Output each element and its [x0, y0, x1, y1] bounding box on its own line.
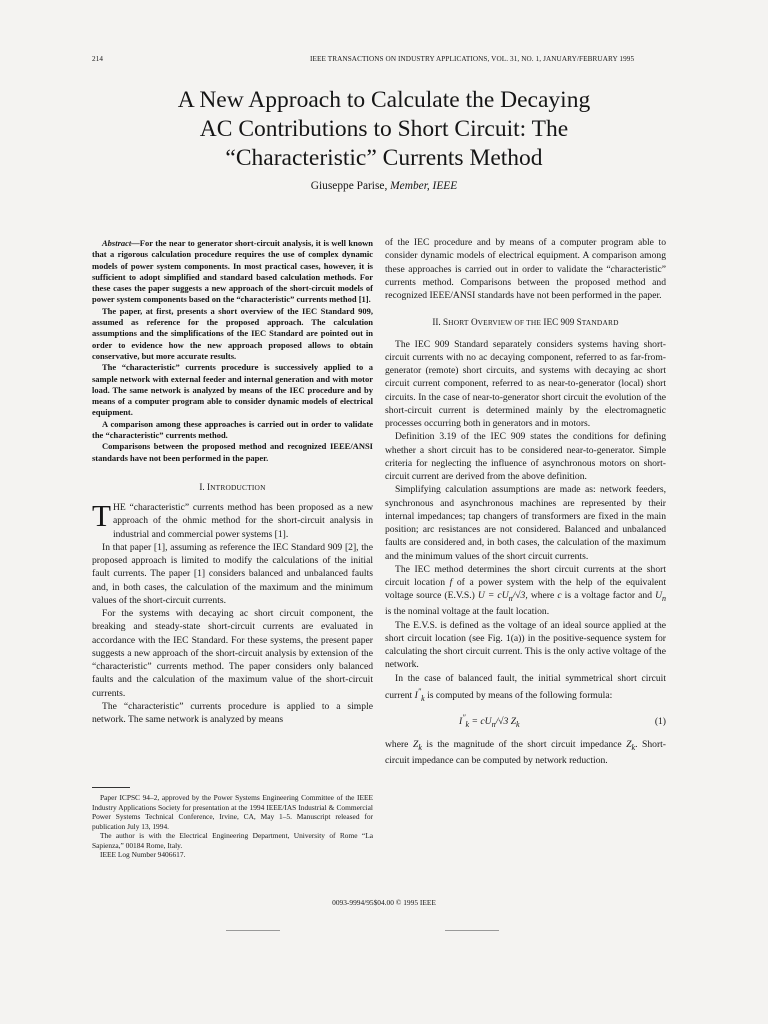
- section-heading-iec909: II. SHORT OVERVIEW OF THE IEC 909 STANDARD: [432, 317, 619, 328]
- journal-header: IEEE TRANSACTIONS ON INDUSTRY APPLICATIONS, VOL. 31, NO. 1, JANUARY/FEBRUARY 1995: [310, 55, 635, 63]
- section-heading-introduction: I. INTRODUCTION: [199, 481, 266, 492]
- abstract-label: Abstract—: [102, 238, 140, 248]
- abstract-p1: For the near to generator short-circuit analysis, it is well known that a rigorous calculation procedure requires the use of complex dynamic models of power system components. In most practical cases, however, it is sufficient to adopt simplified and standard based calculation methods. For these cases the paper suggests a new approach of the short-circuit models of power system components based on the “characteristic” currents method [1].: [92, 238, 373, 305]
- footnote-block: [92, 787, 373, 860]
- author-name: Giuseppe Parise,: [310, 180, 388, 192]
- right-p3: Simplifying calculation assumptions are made as: network feeders, synchronous and asynchronous machines are represented by their internal impedances; tap changers of transformers are fixed in the main position; arc resistances are not considered. Balanced and unbalanced faults are considered and, in both cases, the calculation of the maximum and the minimum values of the short circuit currents.: [385, 484, 666, 562]
- abstract-p2: The paper, at first, presents a short overview of the IEC Standard 909, assumed as reference for the proposed approach. The calculation assumptions and the simplifications of the IEC Standard are pointed out in order to evidence how the new approach proposed allows to obtain conservative, but more accurate results.: [92, 305, 373, 361]
- right-p4: The IEC method determines the short circuit currents at the short circuit location f of a power system with the help of the equivalent voltage source (E.V.S.) $U = cU_n/√3$, where c is a voltage factor and $U_n$ is the nominal voltage at the fault location.: [385, 563, 666, 618]
- paper-title: [70, 86, 698, 173]
- copyright-footer: 0093-9994/95$04.00 © 1995 IEEE: [332, 898, 436, 907]
- right-column: [385, 236, 666, 767]
- author-membership: Member, IEEE: [390, 180, 458, 192]
- title-line: A New Approach to Calculate the Decaying: [177, 87, 591, 113]
- equation-1-expression: $I''_k = cU_n/√3$ $Z_k$: [459, 713, 520, 730]
- page-number: 214: [92, 55, 104, 63]
- intro-p1: THE “characteristic” currents method has been proposed as a new approach of the ohmic method for the short-circuit analysis in industrial and commercial power systems [1].: [92, 498, 373, 540]
- equation-1: [385, 711, 666, 731]
- footnote-1: Paper ICPSC 94–2, approved by the Power Systems Engineering Committee of the IEEE Industry Applications Society for presentation at the 1994 IEEE/IAS Industrial & Commercial Power Systems Technical Conference, Irvine, CA, May 1–5. Manuscript released for publication July 13, 1994.: [92, 793, 373, 831]
- footnote-3: IEEE Log Number 9406617.: [100, 850, 186, 859]
- footnote-2: The author is with the Electrical Engineering Department, University of Rome “La Sapienza,” 00184 Rome, Italy.: [92, 831, 373, 850]
- intro-p2: In that paper [1], assuming as reference the IEC Standard 909 [2], the proposed approach is limited to modify the calculations of the initial fault currents. The paper [1] considers balanced and unbalanced faults and, in both cases, the calculation of the maximum and the minimum values of the short-circuit currents.: [92, 541, 373, 606]
- equation-1-number: (1): [654, 716, 666, 728]
- abstract-p4: A comparison among these approaches is carried out in order to validate the “characteristic” currents method.: [92, 418, 373, 441]
- footnote-rule: [92, 787, 130, 788]
- title-line: “Characteristic” Currents Method: [225, 145, 543, 171]
- abstract: [92, 238, 373, 464]
- right-p0: of the IEC procedure and by means of a computer program able to consider dynamic models of electrical equipment. A comparison among these approaches is carried out in order to validate the “characteristic” currents method. Comparisons between the proposed method and recognized IEEE/ANSI standards have not been performed in the paper.: [385, 237, 666, 301]
- dropcap: T: [92, 498, 111, 534]
- abstract-p3: The “characteristic” currents procedure is successively applied to a sample network with external feeder and internal generation and with motor load. The same network is analyzed by means of the IEC procedure and by means of a computer program able to consider dynamic models of electrical equipment.: [92, 362, 373, 418]
- right-p2: Definition 3.19 of the IEC 909 states the conditions for defining whether a short circuit has to be considered near-to-generator. Simple criteria for neglecting the influence of asynchronous motors on short-circuit current are derived from the above definition.: [385, 431, 666, 482]
- abstract-p5: Comparisons between the proposed method and recognized IEEE/ANSI standards have not been performed in the paper.: [92, 441, 373, 463]
- section-introduction: [92, 481, 373, 727]
- scan-mark: [226, 930, 280, 931]
- right-p6: In the case of balanced fault, the initial symmetrical short circuit current $I''_k$ is computed by means of the following formula:: [385, 672, 666, 703]
- right-p1: The IEC 909 Standard separately considers systems having short-circuit currents with no ac decaying component, referred to as far-from-generator (remote) short circuits, and systems with decaying ac short circuit current component, referred to as near-to-generator (local) short circuits. In the case of near-to-generator short circuit the evolution of the short-circuit current is determined mainly by the electromagnetic processes occurring both in generators and in motors.: [385, 338, 666, 429]
- title-line: AC Contributions to Short Circuit: The: [199, 116, 569, 142]
- left-column: [92, 238, 373, 726]
- right-p5: The E.V.S. is defined as the voltage of an ideal source applied at the short circuit location (see Fig. 1(a)) in the positive-sequence system for calculating the short circuit current. This is the only active voltage of the network.: [385, 619, 666, 671]
- right-p7: where $Z_k$ is the magnitude of the short circuit impedance $Z_k$. Short-circuit impedance can be computed by network reduction.: [385, 738, 666, 766]
- intro-p3: For the systems with decaying ac short circuit component, the breaking and steady-state short-circuit currents are evaluated in accordance with the IEC Standard. For these systems, the present paper suggests a new approach of the short-circuit analysis by extension of the “characteristic” currents method. The paper considers only balanced faults and the calculation of the maximum value of the short-circuit currents.: [92, 608, 373, 699]
- scan-mark: [445, 930, 499, 931]
- intro-p4: The “characteristic” currents procedure is applied to a simple network. The same network is analyzed by means: [92, 700, 373, 726]
- author-line: [70, 180, 698, 192]
